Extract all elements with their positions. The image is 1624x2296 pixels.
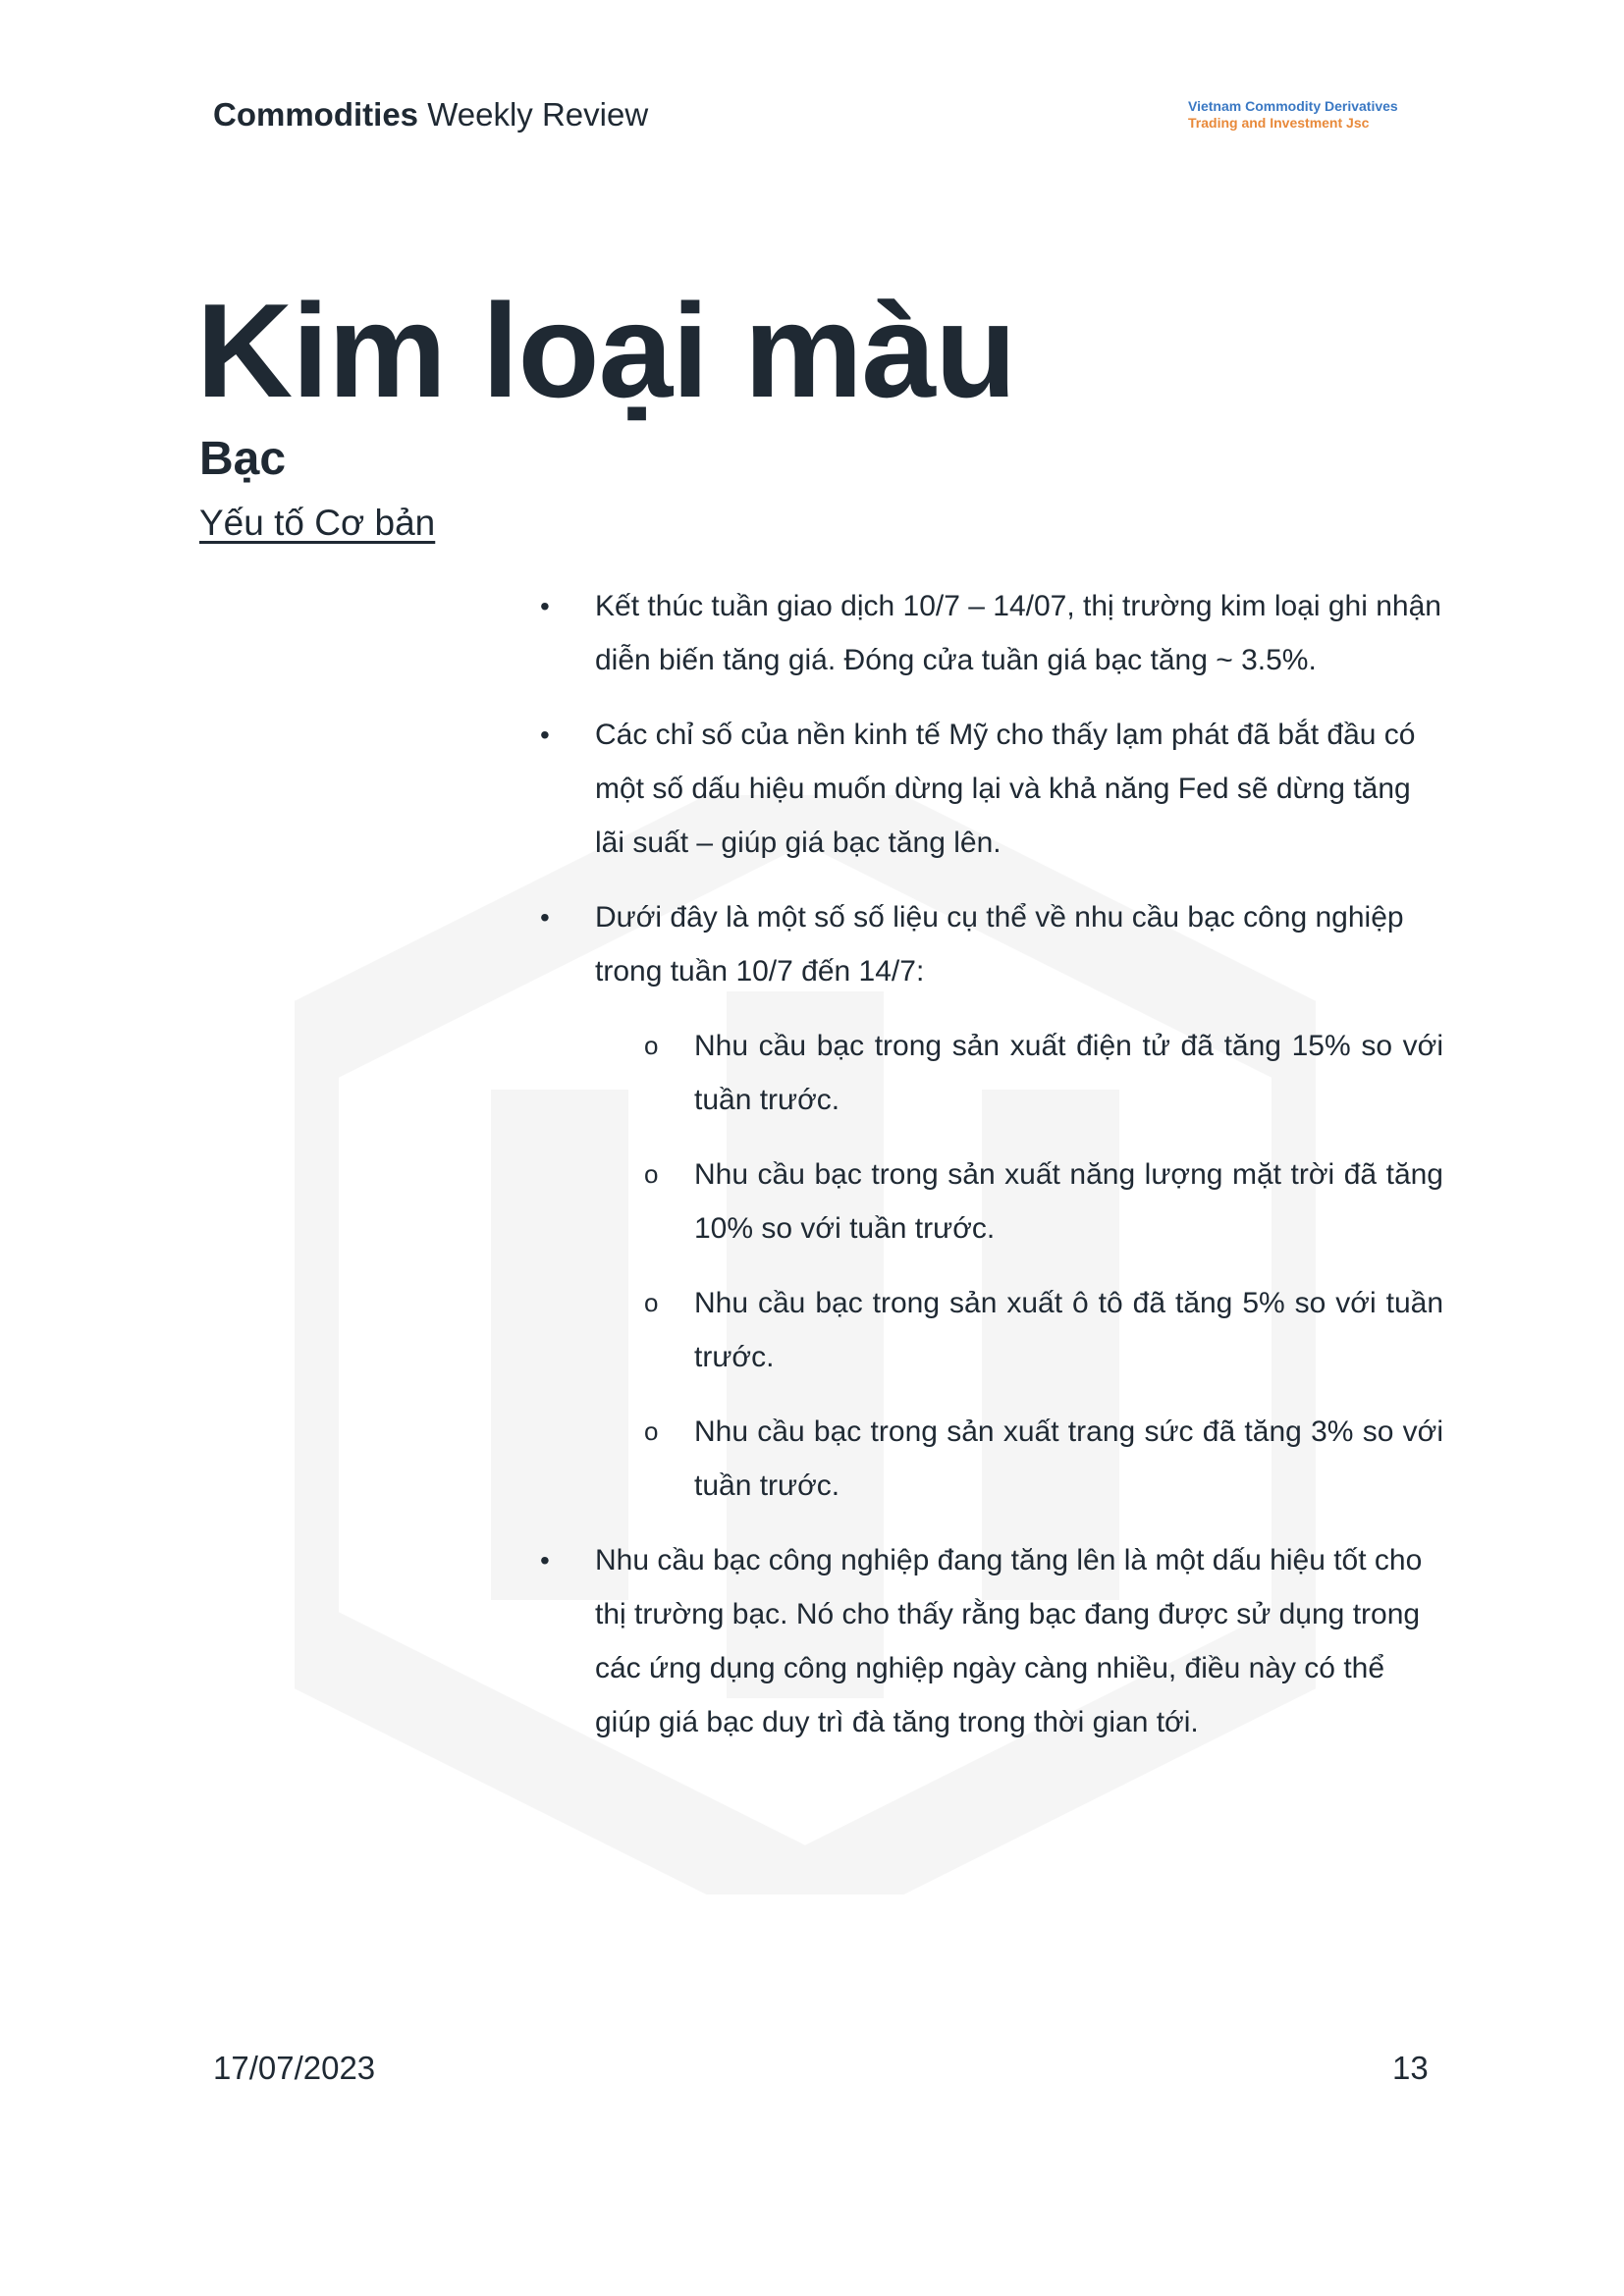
- list-item: [540, 579, 1443, 687]
- sub-list-item: [540, 1148, 1443, 1255]
- company-logo: [1188, 98, 1398, 132]
- footer-date: 17/07/2023: [213, 2050, 376, 2086]
- sub-bullet-marker: o: [644, 1159, 659, 1189]
- content-body: [540, 579, 1443, 1770]
- list-item-text: Nhu cầu bạc công nghiệp đang tăng lên là một dấu hiệu tốt cho thị trường bạc. Nó cho thấy rằng bạc đang được sử dụng trong các ứng dụng công nghiệp ngày càng nhiều, điều này có thể giúp giá bạc duy trì đà tăng trong thời gian tới.: [595, 1544, 1423, 1738]
- sub-bullet-marker: o: [644, 1288, 659, 1317]
- sub-bullet-marker: o: [644, 1416, 659, 1446]
- sub-list-item: [540, 1405, 1443, 1513]
- list-item-text: Các chỉ số của nền kinh tế Mỹ cho thấy lạm phát đã bắt đầu có một số dấu hiệu muốn dừng lại và khả năng Fed sẽ dừng tăng lãi suất – giúp giá bạc tăng lên.: [595, 719, 1416, 859]
- logo-line-2: Trading and Investment Jsc: [1188, 115, 1370, 131]
- header-title-bold: Commodities: [213, 96, 419, 133]
- list-item: [540, 1533, 1443, 1749]
- sub-list-item-text: Nhu cầu bạc trong sản xuất năng lượng mặt trời đã tăng 10% so với tuần trước.: [694, 1158, 1443, 1245]
- bullet-marker: •: [540, 902, 550, 933]
- header-title-rest: Weekly Review: [418, 96, 649, 133]
- report-header-title: [213, 96, 648, 133]
- sub-list-item-text: Nhu cầu bạc trong sản xuất trang sức đã tăng 3% so với tuần trước.: [694, 1415, 1443, 1502]
- bullet-marker: •: [540, 1545, 550, 1575]
- sub-list: [540, 1019, 1443, 1513]
- logo-line-1: Vietnam Commodity Derivatives: [1188, 98, 1398, 114]
- sub-list-item-text: Nhu cầu bạc trong sản xuất điện tử đã tăng 15% so với tuần trước.: [694, 1030, 1443, 1116]
- sub-list-item-text: Nhu cầu bạc trong sản xuất ô tô đã tăng 5% so với tuần trước.: [694, 1287, 1443, 1373]
- bullet-marker: •: [540, 720, 550, 750]
- section-title: Bạc: [199, 433, 287, 485]
- page-number: 13: [1392, 2050, 1429, 2086]
- list-item-text: Dưới đây là một số số liệu cụ thể về nhu cầu bạc công nghiệp trong tuần 10/7 đến 14/7:: [595, 901, 1404, 988]
- sub-list-item: [540, 1019, 1443, 1127]
- page-title: Kim loại màu: [196, 276, 1016, 425]
- sub-bullet-marker: o: [644, 1031, 659, 1060]
- list-item: [540, 890, 1443, 998]
- list-item: [540, 708, 1443, 870]
- list-item-text: Kết thúc tuần giao dịch 10/7 – 14/07, thị trường kim loại ghi nhận diễn biến tăng giá. Đóng cửa tuần giá bạc tăng ~ 3.5%.: [595, 590, 1441, 676]
- subsection-title: Yếu tố Cơ bản: [199, 503, 436, 543]
- sub-list-item: [540, 1276, 1443, 1384]
- bullet-marker: •: [540, 591, 550, 621]
